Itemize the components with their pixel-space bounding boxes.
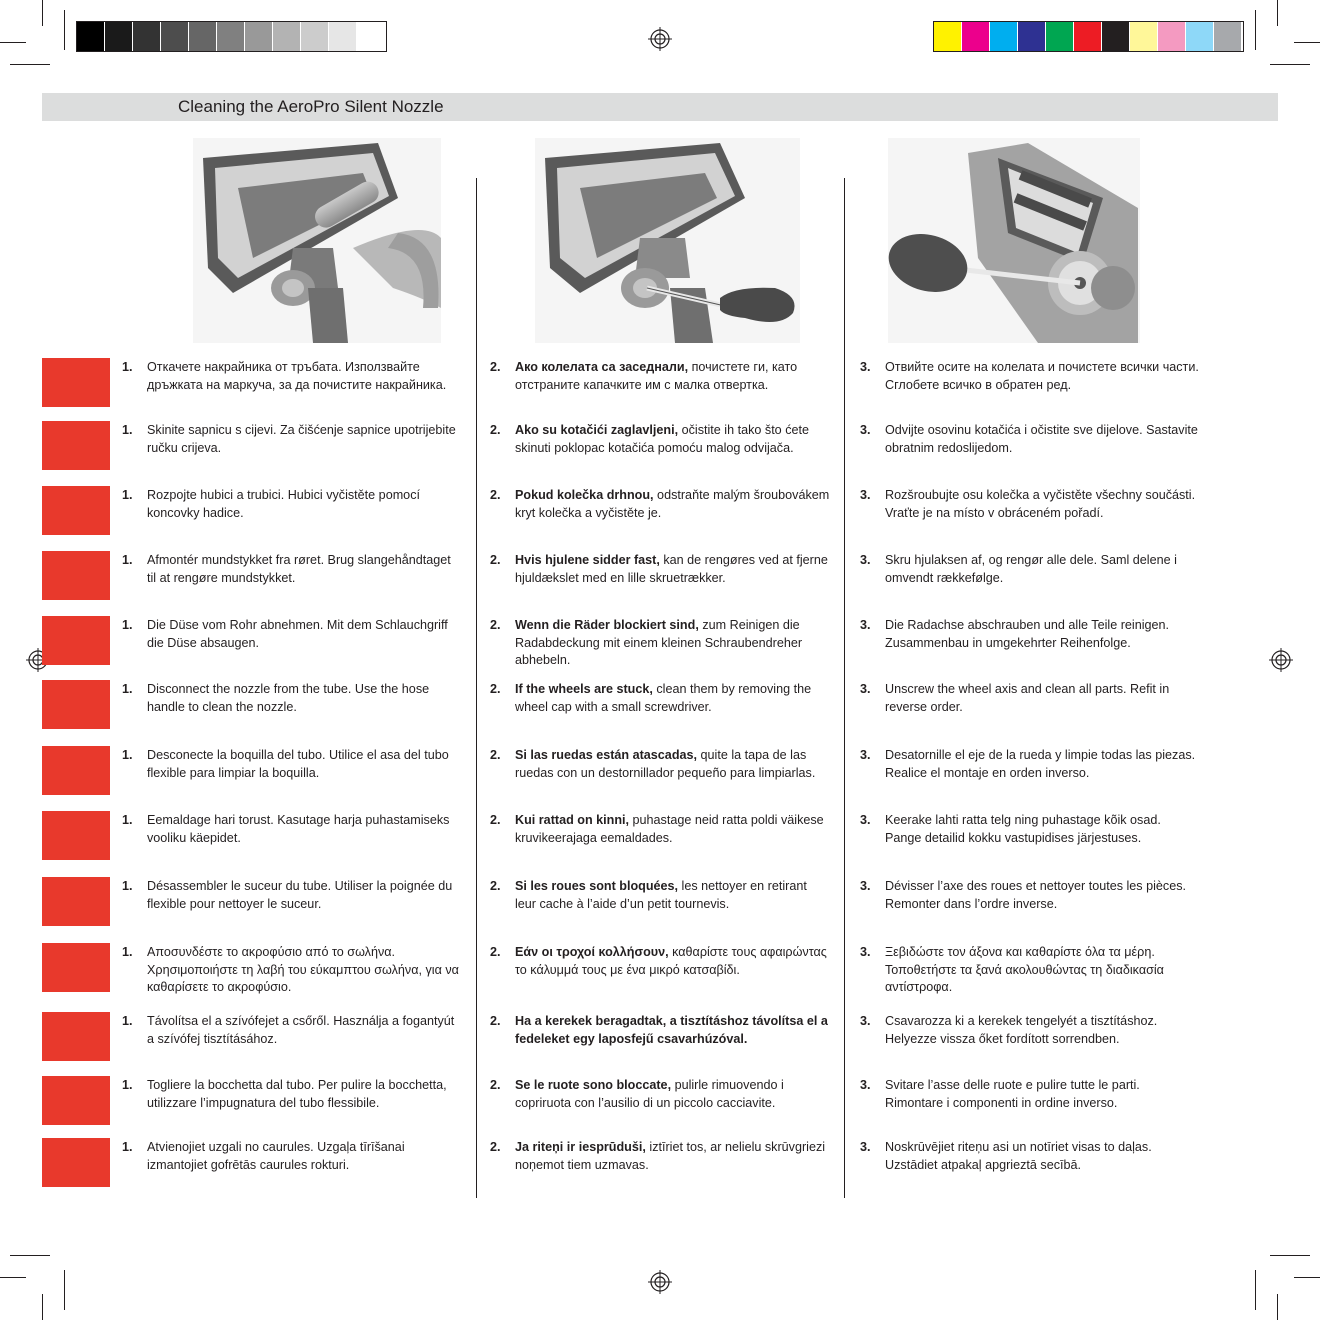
step-body: Disconnect the nozzle from the tube. Use the hose handle to clean the nozzle. bbox=[147, 682, 430, 714]
step-bold-lead: Si les roues sont bloquées, bbox=[515, 879, 679, 893]
step-number: 2. bbox=[490, 360, 501, 374]
step-text bbox=[515, 422, 830, 457]
step-text bbox=[147, 944, 462, 997]
crop-mark bbox=[42, 1294, 43, 1320]
step-number: 3. bbox=[860, 879, 871, 893]
step-number: 3. bbox=[860, 682, 871, 696]
step-number: 3. bbox=[860, 1140, 871, 1154]
step-text bbox=[885, 1077, 1200, 1112]
step-body: Die Radachse abschrauben und alle Teile reinigen. Zusammenbau in umgekehrter Reihenfolge. bbox=[885, 618, 1170, 650]
step-text bbox=[885, 812, 1200, 847]
step-text bbox=[515, 617, 830, 670]
step-text bbox=[885, 681, 1200, 716]
step-number: 3. bbox=[860, 360, 871, 374]
step-body: Откачете накрайника от тръбата. Използвайте дръжката на маркуча, за да почистите накрайника. bbox=[147, 360, 447, 392]
step-number: 3. bbox=[860, 618, 871, 632]
crop-mark bbox=[0, 42, 26, 43]
step-body: Die Düse vom Rohr abnehmen. Mit dem Schlauchgriff die Düse absaugen. bbox=[147, 618, 448, 650]
step-number: 2. bbox=[490, 1140, 501, 1154]
step-body: Desatornille el eje de la rueda y limpie todas las piezas. Realice el montaje en orden inverso. bbox=[885, 748, 1196, 780]
step-text bbox=[885, 617, 1200, 652]
step-body: Noskrūvējiet riteņu asi un notīriet visas to daļas. Uzstādiet atpakaļ apgrieztā secībā. bbox=[885, 1140, 1152, 1172]
step-number: 1. bbox=[122, 748, 133, 762]
step-number: 2. bbox=[490, 748, 501, 762]
crop-mark bbox=[1294, 42, 1320, 43]
step-body: Odvijte osovinu kotačića i očistite sve dijelove. Sastavite obratnim redoslijedom. bbox=[885, 423, 1198, 455]
step-bold-lead: Ha a kerekek beragadtak, a tisztításhoz távolítsa el a fedeleket egy laposfejű csavarhúzóval. bbox=[515, 1014, 828, 1046]
step-text bbox=[147, 552, 462, 587]
step-text bbox=[147, 617, 462, 652]
step-body: Αποσυνδέστε το ακροφύσιο από το σωλήνα. Χρησιμοποιήστε τη λαβή του εύκαμπτου σωλήνα, για να καθαρίσετε το ακροφύσιο. bbox=[147, 945, 459, 994]
step-text bbox=[515, 812, 830, 847]
step-body: Keerake lahti ratta telg ning puhastage kõik osad. Pange detailid kokku vastupidises järjestuses. bbox=[885, 813, 1161, 845]
step-number: 1. bbox=[122, 1078, 133, 1092]
step-number: 3. bbox=[860, 423, 871, 437]
step-number: 2. bbox=[490, 423, 501, 437]
registration-mark-bottom-icon bbox=[648, 1270, 672, 1294]
step-number: 1. bbox=[122, 1014, 133, 1028]
step-number: 3. bbox=[860, 813, 871, 827]
step-body: Afmontér mundstykket fra røret. Brug slangehåndtaget til at rengøre mundstykket. bbox=[147, 553, 451, 585]
color-swatch bbox=[1214, 22, 1241, 51]
step-bold-lead: Kui rattad on kinni, bbox=[515, 813, 630, 827]
step-body: καθαρίστε τους αφαιρώντας το κάλυμμά τους με ένα μικρό κατσαβίδι. bbox=[515, 945, 827, 977]
language-tab bbox=[42, 616, 110, 665]
grayscale-swatch bbox=[189, 22, 216, 51]
grayscale-swatch bbox=[357, 22, 384, 51]
step-text bbox=[515, 1013, 830, 1048]
language-tab bbox=[42, 1076, 110, 1125]
step-number: 2. bbox=[490, 682, 501, 696]
color-swatch bbox=[1046, 22, 1073, 51]
step-bold-lead: Εάν οι τροχοί κολλήσουν, bbox=[515, 945, 669, 959]
step-bold-lead: Ja riteņi ir iesprūduši, bbox=[515, 1140, 646, 1154]
color-swatch bbox=[1186, 22, 1213, 51]
step-text bbox=[515, 552, 830, 587]
step-text bbox=[885, 1139, 1200, 1174]
step-number: 1. bbox=[122, 618, 133, 632]
step-text bbox=[147, 681, 462, 716]
crop-mark bbox=[0, 1277, 26, 1278]
step-text bbox=[147, 878, 462, 913]
step-body: Togliere la bocchetta dal tubo. Per pulire la bocchetta, utilizzare l’impugnatura del tubo flessibile. bbox=[147, 1078, 447, 1110]
step-text bbox=[515, 944, 830, 979]
step-bold-lead: Hvis hjulene sidder fast, bbox=[515, 553, 660, 567]
step-text bbox=[885, 944, 1200, 997]
step-body: Skinite sapnicu s cijevi. Za čišćenje sapnice upotrijebite ručku crijeva. bbox=[147, 423, 456, 455]
step-text bbox=[885, 747, 1200, 782]
language-tab bbox=[42, 1138, 110, 1187]
crop-mark bbox=[42, 0, 43, 26]
step-body: Távolítsa el a szívófejet a csőről. Használja a fogantyút a szívófej tisztításához. bbox=[147, 1014, 455, 1046]
step-number: 3. bbox=[860, 488, 871, 502]
language-tab bbox=[42, 358, 110, 407]
crop-mark bbox=[1277, 1294, 1278, 1320]
crop-mark bbox=[1294, 1277, 1320, 1278]
step-bold-lead: Wenn die Räder blockiert sind, bbox=[515, 618, 699, 632]
step-text bbox=[147, 812, 462, 847]
step-body: Rozšroubujte osu kolečka a vyčistěte všechny součásti. Vraťte je na místo v obráceném pořadí. bbox=[885, 488, 1196, 520]
language-tab bbox=[42, 551, 110, 600]
step-text bbox=[515, 1077, 830, 1112]
step-text bbox=[147, 1139, 462, 1174]
color-swatch bbox=[1102, 22, 1129, 51]
step-number: 3. bbox=[860, 553, 871, 567]
color-swatch bbox=[1158, 22, 1185, 51]
step-body: Unscrew the wheel axis and clean all parts. Refit in reverse order. bbox=[885, 682, 1170, 714]
step-number: 2. bbox=[490, 879, 501, 893]
color-swatch bbox=[1130, 22, 1157, 51]
step-bold-lead: If the wheels are stuck, bbox=[515, 682, 653, 696]
step-number: 2. bbox=[490, 618, 501, 632]
step-number: 3. bbox=[860, 945, 871, 959]
step-text bbox=[885, 878, 1200, 913]
step-body: почистете ги, като отстраните капачките им с малка отвертка. bbox=[515, 360, 798, 392]
step-text bbox=[515, 1139, 830, 1174]
color-swatch bbox=[990, 22, 1017, 51]
step-number: 1. bbox=[122, 945, 133, 959]
language-tab bbox=[42, 877, 110, 926]
step-body: quite la tapa de las ruedas con un destornillador pequeño para limpiarlas. bbox=[515, 748, 816, 780]
registration-mark-right-icon bbox=[1269, 648, 1293, 672]
step-body: očistite ih tako što ćete skinuti poklopac kotačića pomoću malog odvijača. bbox=[515, 423, 809, 455]
color-swatch bbox=[962, 22, 989, 51]
step-text bbox=[885, 487, 1200, 522]
step-number: 1. bbox=[122, 813, 133, 827]
grayscale-swatch bbox=[105, 22, 132, 51]
step-text bbox=[147, 422, 462, 457]
step-text bbox=[515, 747, 830, 782]
step-body: odstraňte malým šroubovákem kryt kolečka a vyčistěte je. bbox=[515, 488, 830, 520]
page-title: Cleaning the AeroPro Silent Nozzle bbox=[178, 97, 444, 116]
step-bold-lead: Si las ruedas están atascadas, bbox=[515, 748, 698, 762]
step-number: 1. bbox=[122, 553, 133, 567]
title-bar bbox=[42, 93, 1278, 121]
grayscale-swatch bbox=[217, 22, 244, 51]
step-body: puhastage neid ratta poldi väikese kruvikeerajaga eemaldades. bbox=[515, 813, 824, 845]
step-body: Rozpojte hubici a trubici. Hubici vyčistěte pomocí koncovky hadice. bbox=[147, 488, 420, 520]
crop-mark bbox=[64, 1270, 65, 1310]
step-body: Csavarozza ki a kerekek tengelyét a tisztításhoz. Helyezze vissza őket fordított sorrendben. bbox=[885, 1014, 1158, 1046]
step-body: Desconecte la boquilla del tubo. Utilice el asa del tubo flexible para limpiar la boquilla. bbox=[147, 748, 449, 780]
step-body: Désassembler le suceur du tube. Utiliser la poignée du flexible pour nettoyer le suceur. bbox=[147, 879, 453, 911]
step-body: Eemaldage hari torust. Kasutage harja puhastamiseks vooliku käepidet. bbox=[147, 813, 450, 845]
step-number: 1. bbox=[122, 423, 133, 437]
column-divider bbox=[844, 178, 845, 1198]
step-number: 2. bbox=[490, 488, 501, 502]
grayscale-swatch bbox=[77, 22, 104, 51]
step-text bbox=[147, 747, 462, 782]
grayscale-swatch bbox=[273, 22, 300, 51]
language-tab bbox=[42, 421, 110, 470]
nozzle-wheel-cap-screwdriver-illustration bbox=[535, 138, 800, 343]
step-body: iztīriet tos, ar nelielu skrūvgriezi noņemot tiem uzmavas. bbox=[515, 1140, 826, 1172]
crop-mark bbox=[1255, 1270, 1256, 1310]
step-text bbox=[147, 487, 462, 522]
step-number: 2. bbox=[490, 1078, 501, 1092]
step-text bbox=[147, 1013, 462, 1048]
grayscale-swatch bbox=[245, 22, 272, 51]
step-text bbox=[515, 359, 830, 394]
step-body: Skru hjulaksen af, og rengør alle dele. Saml delene i omvendt rækkefølge. bbox=[885, 553, 1177, 585]
step-body: clean them by removing the wheel cap with a small screwdriver. bbox=[515, 682, 812, 714]
step-number: 2. bbox=[490, 945, 501, 959]
step-number: 3. bbox=[860, 1014, 871, 1028]
grayscale-swatch bbox=[133, 22, 160, 51]
registration-mark-top-icon bbox=[648, 27, 672, 51]
language-tab bbox=[42, 943, 110, 992]
step-body: les nettoyer en retirant leur cache à l’aide d’un petit tournevis. bbox=[515, 879, 807, 911]
step-body: Dévisser l’axe des roues et nettoyer toutes les pièces. Remonter dans l’ordre inverse. bbox=[885, 879, 1187, 911]
step-text bbox=[147, 1077, 462, 1112]
column-divider bbox=[476, 178, 477, 1198]
step-text bbox=[885, 422, 1200, 457]
crop-mark bbox=[1255, 10, 1256, 50]
language-tab bbox=[42, 1012, 110, 1061]
grayscale-swatch bbox=[301, 22, 328, 51]
step-text bbox=[885, 359, 1200, 394]
step-number: 1. bbox=[122, 879, 133, 893]
step-text bbox=[885, 1013, 1200, 1048]
language-tab bbox=[42, 811, 110, 860]
crop-mark bbox=[10, 1255, 50, 1256]
step-body: Atvienojiet uzgali no caurules. Uzgaļa tīrīšanai izmantojiet gofrētās caurules rokturi. bbox=[147, 1140, 405, 1172]
step-body: pulirle rimuovendo i copriruota con l’ausilio di un piccolo cacciavite. bbox=[515, 1078, 784, 1110]
step-body: zum Reinigen die Radabdeckung mit einem kleinen Schraubendreher abhebeln. bbox=[515, 618, 803, 667]
step-text bbox=[515, 487, 830, 522]
step-body: kan de rengøres ved at fjerne hjuldækslet med en lille skruetrækker. bbox=[515, 553, 828, 585]
step-text bbox=[147, 359, 462, 394]
step-number: 1. bbox=[122, 682, 133, 696]
nozzle-wheel-axis-screwdriver-illustration bbox=[888, 138, 1140, 343]
color-swatch bbox=[934, 22, 961, 51]
color-swatch bbox=[1074, 22, 1101, 51]
step-body: Svitare l’asse delle ruote e pulire tutte le parti. Rimontare i componenti in ordine inverso. bbox=[885, 1078, 1140, 1110]
step-bold-lead: Se le ruote sono bloccate, bbox=[515, 1078, 672, 1092]
language-tab bbox=[42, 486, 110, 535]
step-number: 2. bbox=[490, 813, 501, 827]
language-tab bbox=[42, 746, 110, 795]
language-tab bbox=[42, 680, 110, 729]
step-number: 2. bbox=[490, 1014, 501, 1028]
grayscale-swatch bbox=[161, 22, 188, 51]
crop-mark bbox=[1270, 64, 1310, 65]
step-number: 3. bbox=[860, 1078, 871, 1092]
step-text bbox=[515, 878, 830, 913]
step-number: 1. bbox=[122, 360, 133, 374]
crop-mark bbox=[1277, 0, 1278, 26]
color-swatch bbox=[1018, 22, 1045, 51]
step-bold-lead: Pokud kolečka drhnou, bbox=[515, 488, 654, 502]
step-bold-lead: Ako su kotačići zaglavljeni, bbox=[515, 423, 679, 437]
step-number: 1. bbox=[122, 488, 133, 502]
step-text bbox=[515, 681, 830, 716]
step-number: 2. bbox=[490, 553, 501, 567]
nozzle-detached-from-tube-illustration bbox=[193, 138, 441, 343]
crop-mark bbox=[1270, 1255, 1310, 1256]
crop-mark bbox=[10, 64, 50, 65]
step-bold-lead: Ако колелата са заседнали, bbox=[515, 360, 689, 374]
step-number: 3. bbox=[860, 748, 871, 762]
step-number: 1. bbox=[122, 1140, 133, 1154]
step-body: Отвийте осите на колелата и почистете всички части. Сглобете всичко в обратен ред. bbox=[885, 360, 1199, 392]
step-text bbox=[885, 552, 1200, 587]
crop-mark bbox=[64, 10, 65, 50]
step-body: Ξεβιδώστε τον άξονα και καθαρίστε όλα τα μέρη. Τοποθετήστε τα ξανά ακολουθώντας τη διαδικασία αντίστροφα. bbox=[885, 945, 1164, 994]
grayscale-swatch bbox=[329, 22, 356, 51]
